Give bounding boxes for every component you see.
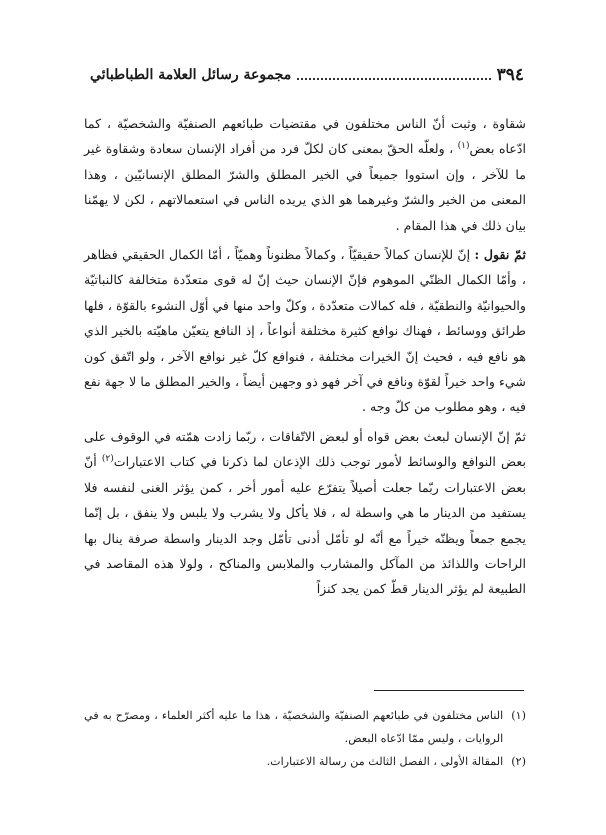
footnote-text: الناس مختلفون في طبائعهم الصنفيّة والشخصيّة ، هذا ما عليه أكثر العلماء ، ومصرّح به في الروايات ، وليس ممّا ادّعاه البعض. <box>84 709 504 745</box>
paragraph-text: إنّ للإنسان كمالاً حقيقيّاً ، وكمالاً مظنوناً وهميّاً ، أمّا الكمال الحقيقي فظاهر ، وأمّا الكمال الظنّي الموهوم فإنّ الإنسان حيث إنّ له قوى متعدّدة متخالفة كالنباتيّة والحيوانيّة والنطقيّة ، فله كمالات متعدّدة ، وكلّ واحد منها في أوّل النشوء بالقوّة ، فلها طرائق ووسائط ، فهناك نوافع كثيرة مختلفة أنواعاً ، إذ النافع يتعيّن ماهيّته بالخير الذي هو نافع فيه ، فحيث إنّ الخيرات مختلفة ، فنوافع كلّ غير نوافع الآخر ، ولو اتّفق كون شيء واحد خيراً لقوّة ونافع في آخر فهو ذو وجهين أيضاً ، والخير المطلق ما لا جهة نفع فيه ، وهو مطلوب من كلّ وجه . <box>84 247 526 415</box>
paragraph-1 <box>84 111 526 238</box>
paragraph-2 <box>84 242 526 420</box>
page-number: ٣٩٤ <box>496 65 524 85</box>
header-dot-leader <box>297 78 490 80</box>
paragraph-3 <box>84 424 526 602</box>
footnote-1 <box>84 704 526 750</box>
main-text <box>84 111 526 602</box>
book-title: مجموعة رسائل العلامة الطباطبائي <box>90 67 292 83</box>
footnote-ref-2[interactable]: (٢) <box>101 454 114 465</box>
paragraph-text: شقاوة ، وثبت أنّ الناس مختلفون في مقتضيات طبائعهم الصنفيّة والشخصيّة ، كما ادّعاه بعض <box>84 116 526 157</box>
footnote-divider <box>374 690 524 691</box>
footnote-mark: (٢) <box>511 755 526 768</box>
paragraph-text: أنّ بعض الاعتبارات ربّما جعلت أصيلاً يتفرّع عليه أمور أخر ، كمن يؤثر الغنى لنفسه فلا يستفيد من الدينار ما هي واسطة له ، فلا يأكل ولا يشرب ولا يلبس ولا ينفق ، بل إنّما يجمع جمعاً ويظنّه خيراً مع أنّه لو تأمّل أدنى تأمّل وجد الدينار واسطة صرفة ينال بها الراحات واللذائذ من المآكل والمشارب والملابس والمناكح ، ولولا هذه المقاصد في الطبيعة لم يؤثر الدينار قطّ كمن يجد كنزاً <box>84 454 526 597</box>
paragraph-text: ، ولعلّه الحقّ بمعنى كان لكلّ فرد من أفراد الإنسان سعادة وشقاوة غير ما للآخر ، وإن استووا جميعاً في الخير المطلق والشرّ المطلق الإنسانيّين ، وهذا المعنى من الخير والشرّ وغيرهما هو الذي يريده الناس في استعمالاتهم ، لكن لا يهمّنا بيان ذلك في هذا المقام . <box>84 141 526 233</box>
footnote-ref-1[interactable]: (١) <box>457 141 470 152</box>
footnote-text: المقالة الأولى ، الفصل الثالث من رسالة الاعتبارات. <box>266 755 504 768</box>
footnote-mark: (١) <box>511 709 526 722</box>
running-header <box>90 62 524 88</box>
paragraph-lead: ثمّ نقول : <box>474 247 526 263</box>
footnotes <box>84 704 526 773</box>
footnote-2 <box>84 750 526 773</box>
paragraph-text: ثمّ إنّ الإنسان لبعث بعض قواه أو لبعض الاتّفاقات ، ربّما زادت همّته في الوقوف على بعض النوافع والوسائط لأمور توجب ذلك الإذعان لما ذكرنا في كتاب الاعتبارات <box>84 428 526 470</box>
